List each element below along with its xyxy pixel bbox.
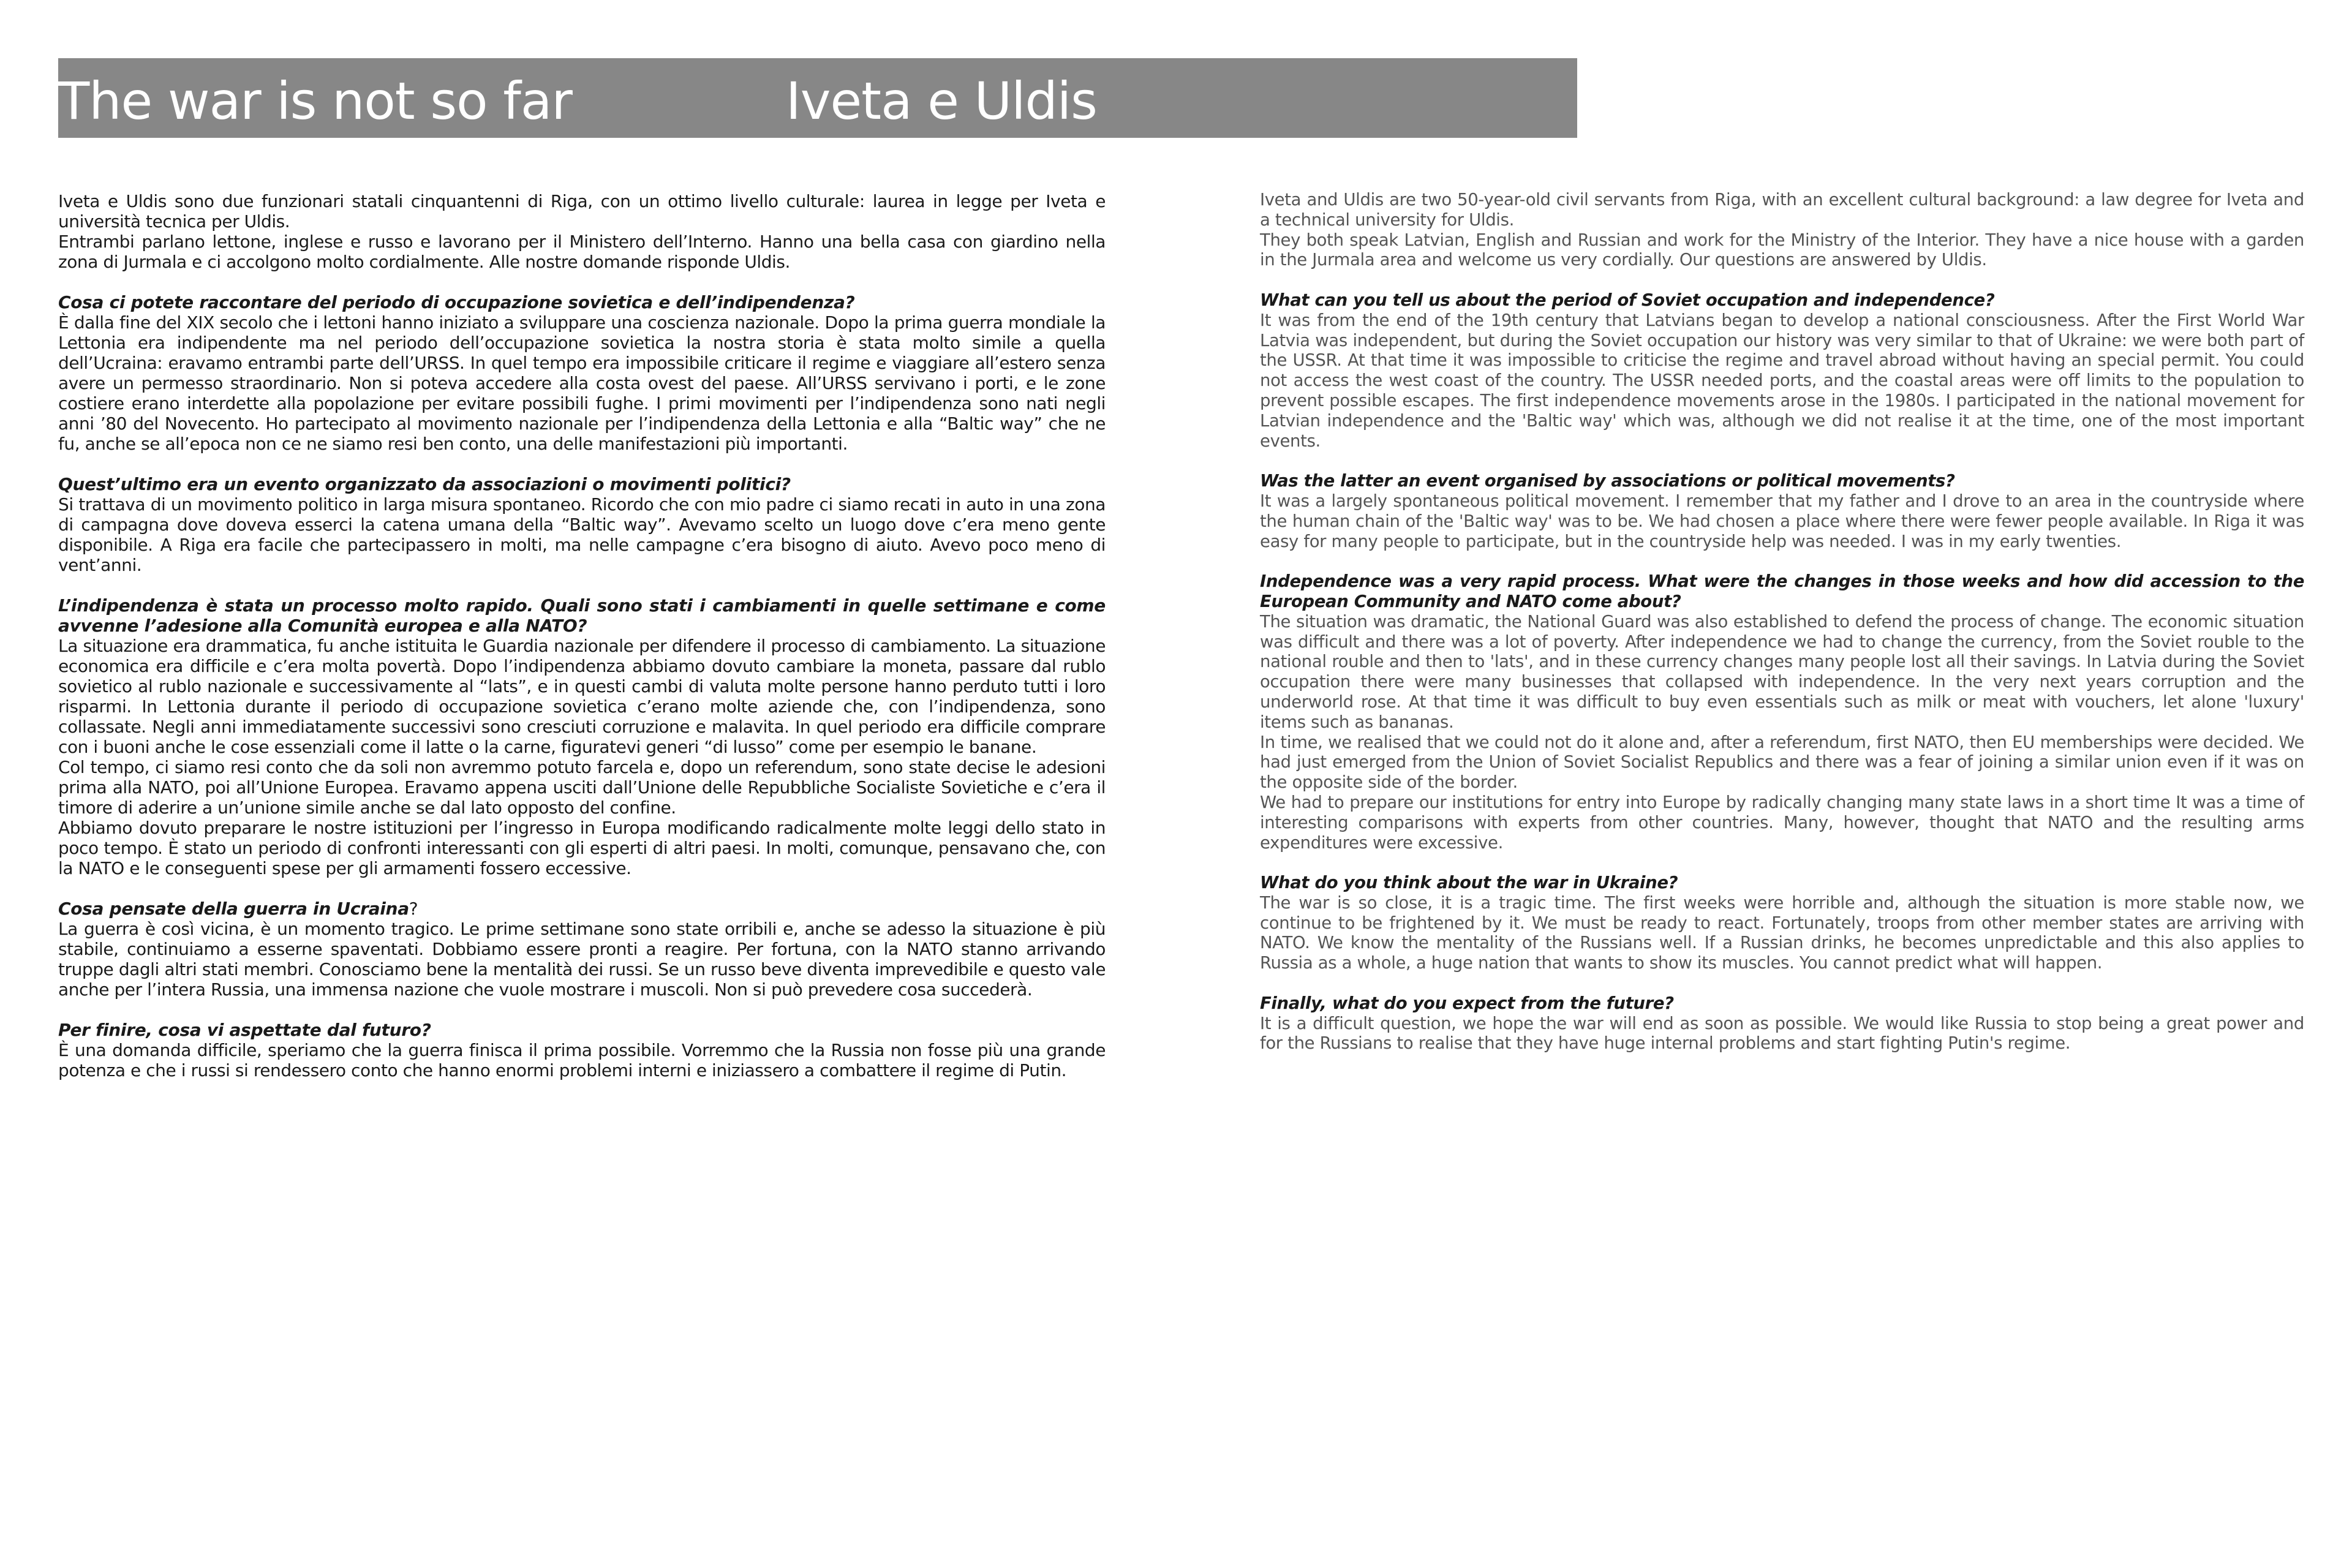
answer: It is a difficult question, we hope the war will end as soon as possible. We would like Russia to stop being a great power and for the Russians to realise that they have huge internal problems and start fighting Putin's regime. xyxy=(1260,1013,2304,1054)
qa-block xyxy=(1260,993,2304,1054)
question-text: Cosa pensate della guerra in Ucraina xyxy=(58,899,409,919)
question-suffix: ? xyxy=(409,899,418,919)
qa-block xyxy=(1260,290,2304,451)
question: What do you think about the war in Ukraine? xyxy=(1260,873,1678,893)
italian-column xyxy=(58,191,1106,1101)
english-column xyxy=(1260,190,2304,1074)
answer: Si trattava di un movimento politico in larga misura spontaneo. Ricordo che con mio padre ci siamo recati in auto in una zona di campagna dove doveva esserci la catena umana della “Baltic way”. Avevamo scelto un luogo dove c’era meno gente disponibile. A Riga era facile che partecipassero in molti, ma nelle campagne c’era bisogno di aiuto. Avevo poco meno di vent’anni. xyxy=(58,494,1106,575)
question: Finally, what do you expect from the future? xyxy=(1260,993,1674,1013)
qa-block xyxy=(58,1020,1106,1080)
answer: The war is so close, it is a tragic time. The first weeks were horrible and, although the situation is more stable now, we continue to be frightened by it. We must be ready to react. Fortunately, troops from other member states are arriving with NATO. We know the mentality of the Russians well. If a Russian drinks, he becomes unpredictable and this also applies to Russia as a whole, a huge nation that wants to show its muscles. You cannot predict what will happen. xyxy=(1260,892,2304,973)
answer: In time, we realised that we could not do it alone and, after a referendum, first NATO, then EU memberships were decided. We had just emerged from the Union of Soviet Socialist Republics and there was a fear of joining a similar union even if it was on the opposite side of the border. xyxy=(1260,732,2304,793)
qa-block xyxy=(58,292,1106,454)
page-title: The war is not so far xyxy=(58,71,572,131)
question: L’indipendenza è stata un processo molto rapido. Quali sono stati i cambiamenti in quelle settimane e come avvenne l’adesione alla Comunità europea e alla NATO? xyxy=(58,595,1106,636)
intro-paragraph: They both speak Latvian, English and Russian and work for the Ministry of the Interior. They have a nice house with a garden in the Jurmala area and welcome us very cordially. Our questions are answered by Uldis. xyxy=(1260,230,2304,270)
qa-block xyxy=(1260,571,2304,853)
answer: La guerra è così vicina, è un momento tragico. Le prime settimane sono state orribili e, anche se adesso la situazione è più stabile, continuiamo a esserne spaventati. Dobbiamo essere pronti a reagire. Per fortuna, con la NATO stanno arrivando truppe dagli altri stati membri. Conosciamo bene la mentalità dei russi. Se un russo beve diventa imprevedibile e questo vale anche per l’intera Russia, una immensa nazione che vuole mostrare i muscoli. Non si può prevedere cosa succederà. xyxy=(58,919,1106,1000)
qa-block xyxy=(1260,873,2304,973)
question: What can you tell us about the period of Soviet occupation and independence? xyxy=(1260,290,1995,310)
answer: It was from the end of the 19th century that Latvians began to develop a national consciousness. After the First World War Latvia was independent, but during the Soviet occupation our history was very similar to that of Ukraine: we were both part of the USSR. At that time it was impossible to criticise the regime and travel abroad without having an special permit. You could not access the west coast of the country. The USSR needed ports, and the coastal areas were off limits to the population to prevent possible escapes. The first independence movements arose in the 1980s. I participated in the national movement for Latvian independence and the 'Baltic way' which was, although we did not realise it at the time, one of the most important events. xyxy=(1260,310,2304,451)
intro-paragraph: Entrambi parlano lettone, inglese e russo e lavorano per il Ministero dell’Interno. Hanno una bella casa con giardino nella zona di Jurmala e ci accolgono molto cordialmente. Alle nostre domande risponde Uldis. xyxy=(58,232,1106,272)
intro-paragraph: Iveta e Uldis sono due funzionari statali cinquantenni di Riga, con un ottimo livello culturale: laurea in legge per Iveta e università tecnica per Uldis. xyxy=(58,191,1106,232)
italian-intro xyxy=(58,191,1106,272)
qa-block xyxy=(58,474,1106,575)
answer: Col tempo, ci siamo resi conto che da soli non avremmo potuto farcela e, dopo un referendum, sono state decise le adesioni prima alla NATO, poi all’Unione Europea. Eravamo appena usciti dall’Unione delle Repubbliche Socialiste Sovietiche e c’era il timore di aderire a un’unione simile anche se dal lato opposto del confine. xyxy=(58,757,1106,818)
qa-block xyxy=(58,595,1106,878)
question xyxy=(58,899,1106,919)
question: Quest’ultimo era un evento organizzato da associazioni o movimenti politici? xyxy=(58,474,791,494)
interviewee-title: Iveta e Uldis xyxy=(786,71,1097,131)
answer: The situation was dramatic, the National Guard was also established to defend the process of change. The economic situation was difficult and there was a lot of poverty. After independence we had to change the currency, from the Soviet rouble to the national rouble and then to 'lats', and in these currency changes many people lost all their savings. In Latvia during the Soviet occupation there were many businesses that collapsed with independence. In the very next years corruption and the underworld rose. At that time it was difficult to buy even essentials such as milk or meat with vouchers, let alone 'luxury' items such as bananas. xyxy=(1260,611,2304,732)
question: Was the latter an event organised by associations or political movements? xyxy=(1260,471,1955,491)
qa-block xyxy=(58,899,1106,1000)
answer: È una domanda difficile, speriamo che la guerra finisca il prima possibile. Vorremmo che la Russia non fosse più una grande potenza e che i russi si rendessero conto che hanno enormi problemi interni e iniziassero a combattere il regime di Putin. xyxy=(58,1040,1106,1080)
answer: Abbiamo dovuto preparare le nostre istituzioni per l’ingresso in Europa modificando radicalmente molte leggi dello stato in poco tempo. È stato un periodo di confronti interessanti con gli esperti di altri paesi. In molti, comunque, pensavano che, con la NATO e le conseguenti spese per gli armamenti fossero eccessive. xyxy=(58,818,1106,878)
answer: La situazione era drammatica, fu anche istituita le Guardia nazionale per difendere il processo di cambiamento. La situazione economica era difficile e c’era molta povertà. Dopo l’indipendenza abbiamo dovuto cambiare la moneta, passare dal rublo sovietico al rublo nazionale e successivamente al “lats”, e in questi cambi di valuta molte persone hanno perduto tutti i loro risparmi. In Lettonia durante il periodo di occupazione sovietica c’erano molte aziende che, con l’indipendenza, sono collassate. Negli anni immediatamente successivi sono cresciuti corruzione e malavita. In quel periodo era difficile comprare con i buoni anche le cose essenziali come il latte o la carne, figuratevi generi “di lusso” come per esempio le banane. xyxy=(58,636,1106,757)
question: Per finire, cosa vi aspettate dal futuro? xyxy=(58,1020,431,1040)
question: Independence was a very rapid process. What were the changes in those weeks and how did accession to the European Community and NATO come about? xyxy=(1260,571,2304,611)
answer: È dalla fine del XIX secolo che i lettoni hanno iniziato a sviluppare una coscienza nazionale. Dopo la prima guerra mondiale la Lettonia era indipendente ma nel periodo dell’occupazione sovietica la nostra storia è stata molto simile a quella dell’Ucraina: eravamo entrambi parte dell’URSS. In quel tempo era impossibile criticare il regime e viaggiare all’estero senza avere un permesso straordinario. Non si poteva accedere alla costa ovest del paese. All’URSS servivano i porti, e le zone costiere erano interdette alla popolazione per evitare possibili fughe. I primi movimenti per l’indipendenza sono nati negli anni ’80 del Novecento. Ho partecipato al movimento nazionale per l’indipendenza della Lettonia e alla “Baltic way” che ne fu, anche se all’epoca non ce ne siamo resi ben conto, una delle manifestazioni più importanti. xyxy=(58,312,1106,454)
qa-block xyxy=(1260,471,2304,551)
answer: We had to prepare our institutions for entry into Europe by radically changing many state laws in a short time It was a time of interesting comparisons with experts from other countries. Many, however, thought that NATO and the resulting arms expenditures were excessive. xyxy=(1260,792,2304,853)
english-intro xyxy=(1260,190,2304,270)
header-bar xyxy=(58,58,1577,138)
question: Cosa ci potete raccontare del periodo di occupazione sovietica e dell’indipendenza? xyxy=(58,292,855,312)
intro-paragraph: Iveta and Uldis are two 50-year-old civil servants from Riga, with an excellent cultural background: a law degree for Iveta and a technical university for Uldis. xyxy=(1260,190,2304,230)
answer: It was a largely spontaneous political movement. I remember that my father and I drove to an area in the countryside where the human chain of the 'Baltic way' was to be. We had chosen a place where there were fewer people available. In Riga it was easy for many people to participate, but in the countryside help was needed. I was in my early twenties. xyxy=(1260,491,2304,551)
